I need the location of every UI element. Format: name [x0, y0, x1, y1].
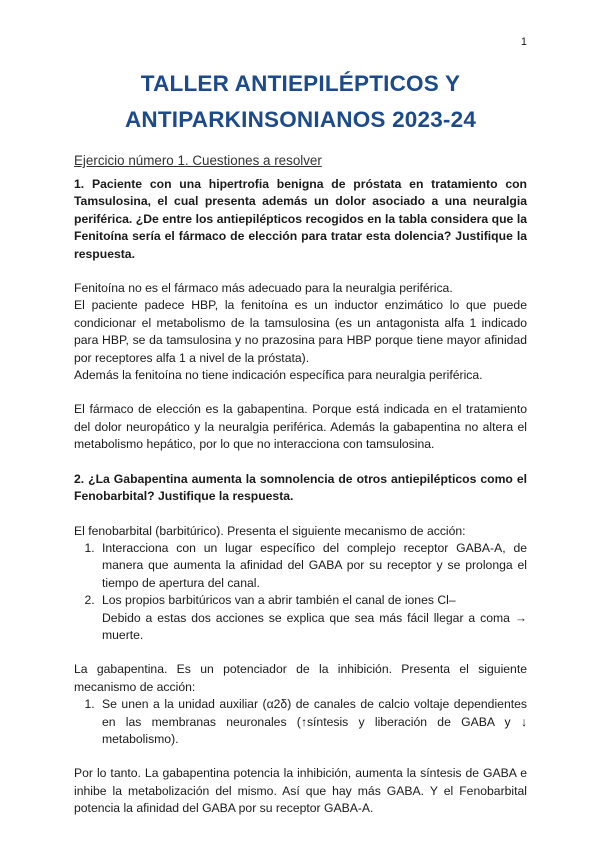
- answer-1-paragraph-1: Fenitoína no es el fármaco más adecuado para la neuralgia periférica.: [74, 281, 453, 296]
- page-number: 1: [520, 36, 527, 48]
- list-item: 1. Interacciona con un lugar específico del complejo receptor GABA-A, de manera que aumenta la afinidad del GABA por su receptor y se prolonga el tiempo de apertura del canal.: [98, 540, 527, 592]
- answer-1-paragraph-2: El paciente padece HBP, la fenitoína es un inductor enzimático lo que puede condicionar el metabolismo de la tamsulosina (es un antagonista alfa 1 indicado para HBP, se da tamsulosina y no prazosina para HBP porque tiene mayor afinidad por receptores alfa 1 a nivel de la próstata).: [74, 298, 527, 365]
- section-heading: Ejercicio número 1. Cuestiones a resolver: [74, 153, 322, 168]
- answer-2-conclusion: Por lo tanto. La gabapentina potencia la inhibición, aumenta la síntesis de GABA e inhibe la metabolización del mismo. Así que hay más GABA. Y el Fenobarbital potencia la afinidad del GABA por su receptor GABA-A.: [74, 766, 527, 816]
- question-1: 1. Paciente con una hipertrofia benigna de próstata en tratamiento con Tamsulosina, el cual presenta además un dolor asociado a una neuralgia periférica. ¿De entre los antiepilépticos recogidos en la tabla considera que la Fenitoína sería el fármaco de elección para tratar esta dolencia? Justifique la respuesta.: [74, 177, 527, 261]
- list-item: [98, 592, 527, 644]
- answer-1-paragraph-3: Además la fenitoína no tiene indicación específica para neuralgia periférica.: [74, 368, 483, 383]
- phenobarbital-mechanism-list: [74, 540, 527, 644]
- list-item-continuation: Debido a estas dos acciones se explica que sea más fácil llegar a coma → muerte.: [102, 610, 527, 642]
- answer-2-intro: El fenobarbital (barbitúrico). Presenta el siguiente mecanismo de acción:: [74, 523, 466, 538]
- question-2: 2. ¿La Gabapentina aumenta la somnolencia de otros antiepilépticos como el Fenobarbital? Justifique la respuesta.: [74, 471, 527, 504]
- answer-2-gabapentin: La gabapentina. Es un potenciador de la inhibición. Presenta el siguiente mecanismo de acción:: [74, 662, 527, 694]
- title-line-2: ANTIPARKINSONIANOS 2023-24: [124, 107, 477, 132]
- title-line-1: TALLER ANTIEPILÉPTICOS Y: [140, 71, 461, 96]
- answer-1-paragraph-4: El fármaco de elección es la gabapentina. Porque está indicada en el tratamiento del dolor neuropático y la neuralgia periférica. Además la gabapentina no altera el metabolismo hepático, por lo que no interacciona con tamsulosina.: [74, 402, 527, 452]
- list-item-text: Los propios barbitúricos van a abrir también el canal de iones Cl–: [102, 593, 456, 608]
- list-item: 1. Se unen a la unidad auxiliar (α2δ) de canales de calcio voltaje dependientes en las membranas neuronales (↑síntesis y liberación de GABA y ↓ metabolismo).: [98, 696, 527, 748]
- document-title: [74, 66, 527, 138]
- document-body: [74, 66, 527, 818]
- gabapentin-mechanism-list: [74, 696, 527, 748]
